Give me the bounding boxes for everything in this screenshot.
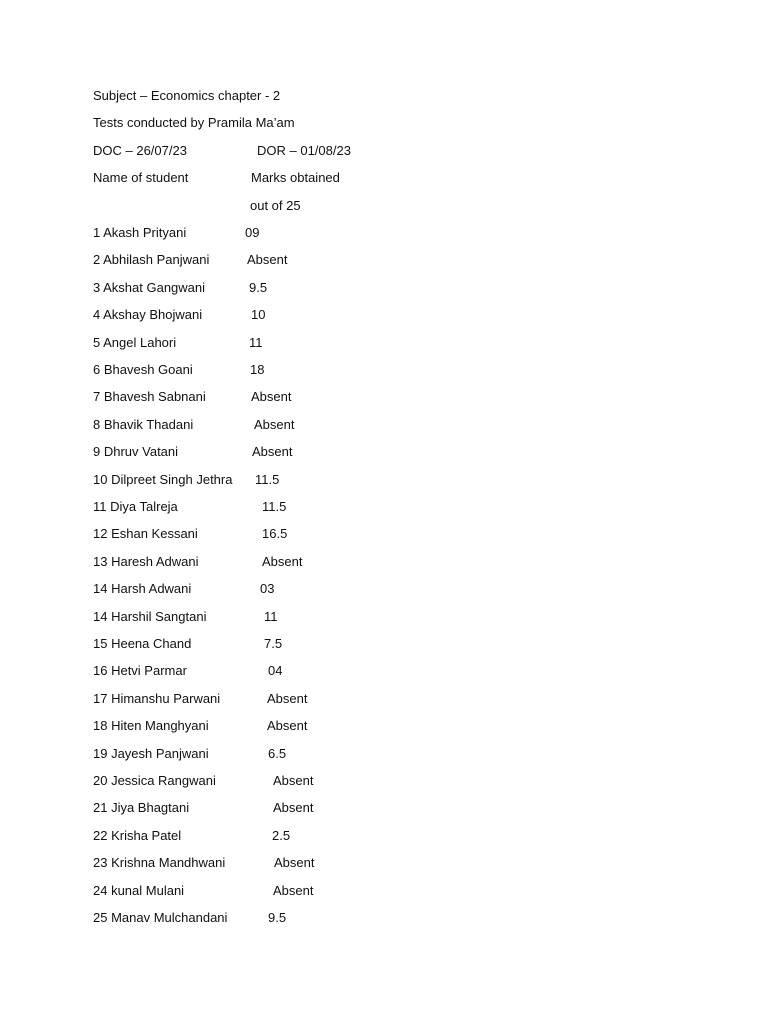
student-marks: 11 xyxy=(249,334,263,350)
student-name: 1 Akash Prityani xyxy=(93,225,187,240)
student-marks: 2.5 xyxy=(272,827,291,843)
student-name: 14 Harshil Sangtani xyxy=(93,608,207,624)
student-name: 23 Krishna Mandhwani xyxy=(93,855,226,871)
doc-date: DOC – 26/07/23 xyxy=(93,143,187,158)
student-name: 10 Dilpreet Singh Jethra xyxy=(93,471,233,487)
student-marks: Absent xyxy=(267,718,308,734)
marks-column-header: Marks obtained xyxy=(251,170,340,185)
student-name: 12 Eshan Kessani xyxy=(93,526,198,542)
student-name: 21 Jiya Bhagtani xyxy=(93,800,190,816)
student-marks: 9.5 xyxy=(249,279,268,295)
student-marks: 7.5 xyxy=(264,636,283,651)
name-column-header: Name of student xyxy=(93,170,189,185)
student-name: 16 Hetvi Parmar xyxy=(93,663,187,679)
student-marks: Absent xyxy=(254,416,295,432)
student-name: 15 Heena Chand xyxy=(93,636,192,651)
student-name: 7 Bhavesh Sabnani xyxy=(93,389,206,405)
student-marks: 16.5 xyxy=(262,526,288,542)
student-marks: 11.5 xyxy=(262,499,287,514)
student-marks: 11.5 xyxy=(255,471,280,487)
student-marks: Absent xyxy=(273,800,314,816)
student-marks: 6.5 xyxy=(268,745,287,761)
student-name: 25 Manav Mulchandani xyxy=(93,910,228,925)
student-marks: Absent xyxy=(252,444,293,460)
student-name: 22 Krisha Patel xyxy=(93,827,182,843)
student-marks: Absent xyxy=(262,553,303,569)
student-marks: 09 xyxy=(245,225,260,240)
student-name: 2 Abhilash Panjwani xyxy=(93,252,210,268)
student-marks: 9.5 xyxy=(268,910,287,925)
student-name: 13 Haresh Adwani xyxy=(93,553,199,569)
student-marks: Absent xyxy=(273,882,314,898)
student-marks: 04 xyxy=(268,663,283,679)
student-name: 5 Angel Lahori xyxy=(93,334,177,350)
conducted-by-line: Tests conducted by Pramila Ma’am xyxy=(93,115,295,130)
student-marks: 03 xyxy=(260,581,275,597)
subject-line: Subject – Economics chapter - 2 xyxy=(93,88,281,103)
student-marks: Absent xyxy=(273,773,314,788)
student-marks: Absent xyxy=(251,389,292,405)
student-name: 14 Harsh Adwani xyxy=(93,581,192,597)
student-marks: 18 xyxy=(250,362,265,377)
student-marks: 10 xyxy=(251,307,266,323)
student-marks: Absent xyxy=(267,690,308,706)
student-name: 18 Hiten Manghyani xyxy=(93,718,209,734)
student-name: 9 Dhruv Vatani xyxy=(93,444,179,460)
student-name: 17 Himanshu Parwani xyxy=(93,690,221,706)
student-marks: Absent xyxy=(274,855,315,871)
student-marks: 11 xyxy=(264,608,278,624)
student-marks: Absent xyxy=(247,252,288,268)
student-name: 4 Akshay Bhojwani xyxy=(93,307,203,323)
student-name: 11 Diya Talreja xyxy=(93,499,178,514)
student-name: 6 Bhavesh Goani xyxy=(93,362,193,377)
dor-date: DOR – 01/08/23 xyxy=(257,143,351,158)
marks-column-subheader: out of 25 xyxy=(250,198,301,213)
student-name: 3 Akshat Gangwani xyxy=(93,279,206,295)
student-name: 19 Jayesh Panjwani xyxy=(93,745,209,761)
student-name: 24 kunal Mulani xyxy=(93,882,185,898)
student-name: 20 Jessica Rangwani xyxy=(93,773,216,788)
student-name: 8 Bhavik Thadani xyxy=(93,416,194,432)
